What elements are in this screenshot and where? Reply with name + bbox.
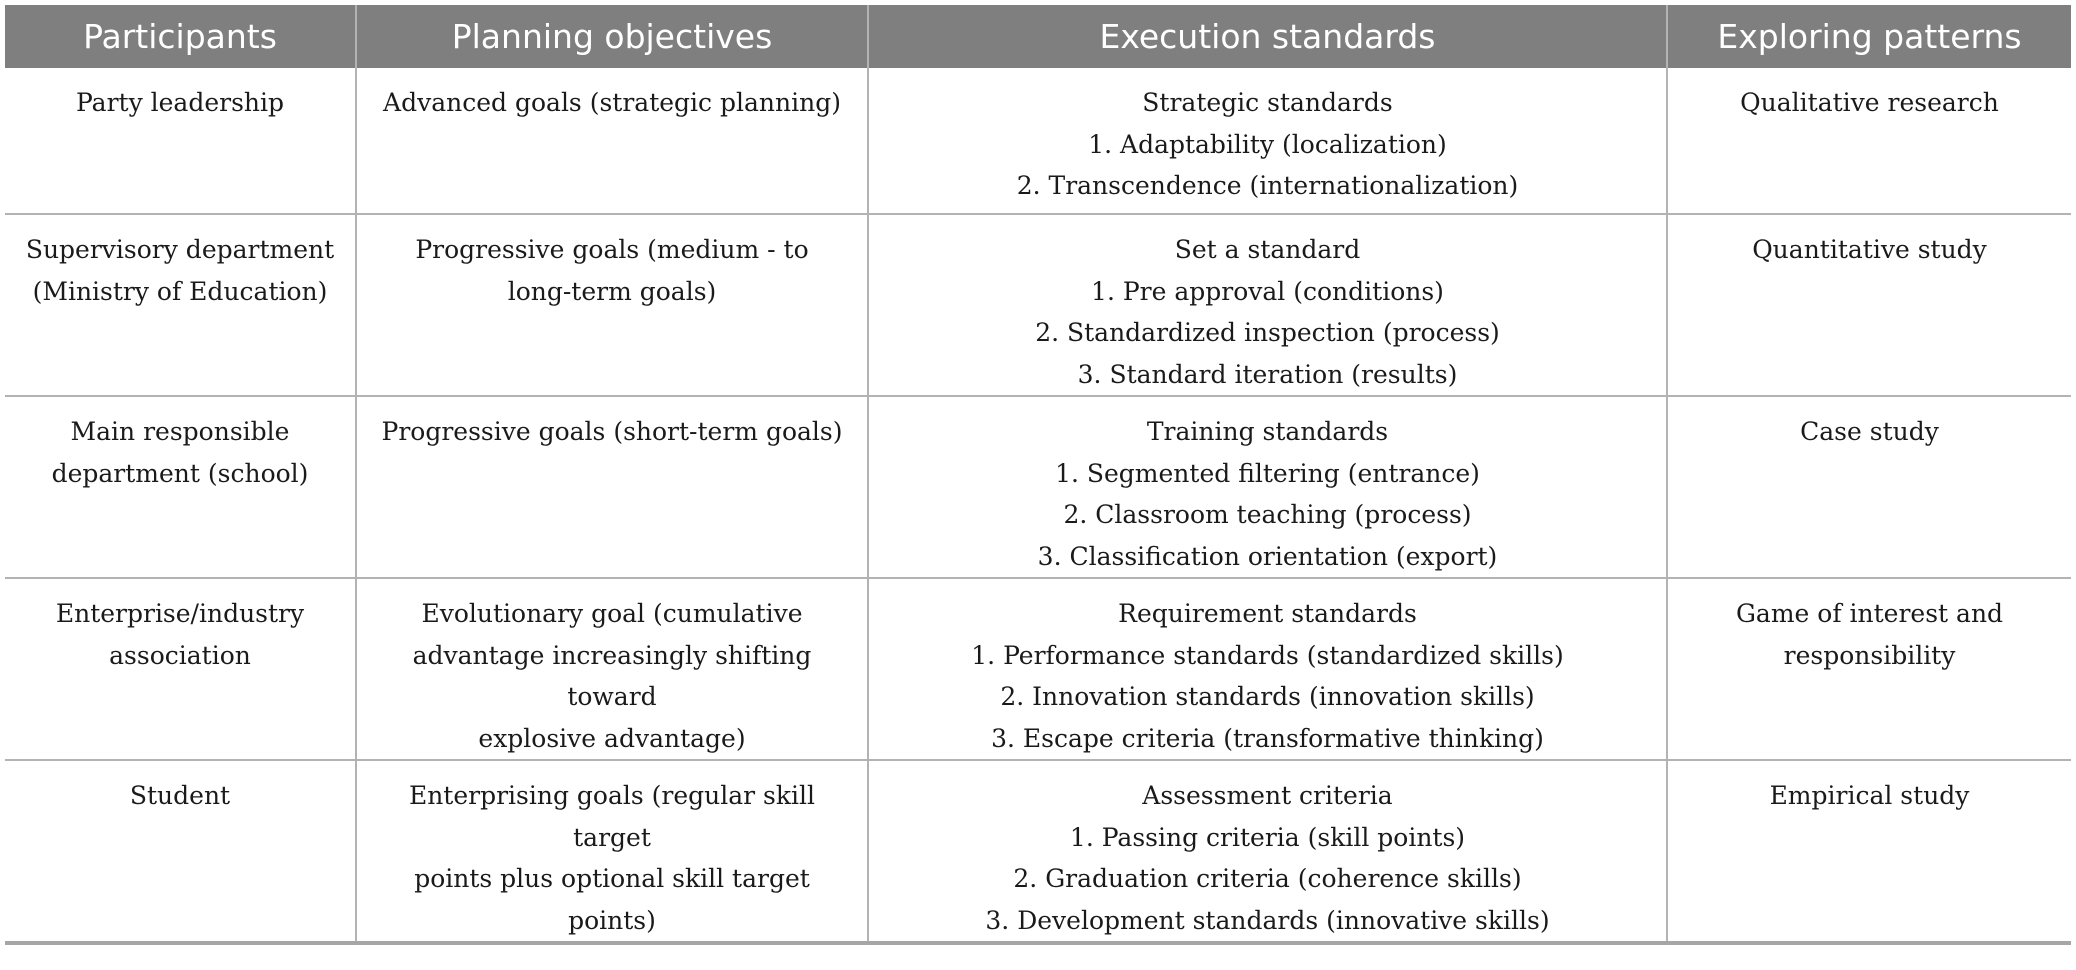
cell-exploring-patterns — [1667, 396, 2071, 578]
cell-text-line: Training standards — [1146, 417, 1389, 446]
cell-text-line: Progressive goals (medium - to — [415, 235, 809, 264]
table-row — [5, 68, 2071, 214]
cell-text-line: 1. Segmented filtering (entrance) — [1055, 458, 1480, 488]
cell-text-line: 2. Transcendence (internationalization) — [1016, 171, 1519, 200]
cell-text-line: Empirical study — [1769, 781, 1970, 810]
cell-text-line: 1. Adaptability (localization) — [1088, 129, 1447, 159]
cell-participants — [5, 214, 356, 396]
header-execution-standards: Execution standards — [868, 5, 1667, 68]
cell-text-line: Party leadership — [75, 88, 285, 117]
cell-text-line: Enterprising goals (regular skill target — [408, 781, 816, 852]
table-row — [5, 578, 2071, 760]
cell-exploring-patterns — [1667, 214, 2071, 396]
cell-text-line: 3. Development standards (innovative skills) — [985, 905, 1550, 935]
cell-planning-objectives — [356, 396, 868, 578]
cell-text-line: Set a standard — [1174, 235, 1361, 264]
cell-text-line: department (school) — [51, 458, 309, 488]
cell-exploring-patterns — [1667, 578, 2071, 760]
cell-text-line: Evolutionary goal (cumulative — [421, 599, 803, 628]
cell-participants — [5, 68, 356, 214]
cell-text-line: 3. Standard iteration (results) — [1077, 359, 1458, 389]
cell-execution-standards — [868, 760, 1667, 941]
cell-text-line: 2. Graduation criteria (coherence skills) — [1013, 864, 1522, 893]
cell-text-line: points plus optional skill target points) — [414, 864, 810, 935]
cell-participants — [5, 578, 356, 760]
data-table-container — [5, 5, 2071, 945]
header-row — [5, 5, 2071, 68]
cell-text-line: Supervisory department — [25, 235, 335, 264]
cell-text-line: 1. Passing criteria (skill points) — [1069, 822, 1466, 852]
cell-text-line: 2. Classroom teaching (process) — [1063, 500, 1472, 529]
cell-exploring-patterns — [1667, 760, 2071, 941]
cell-planning-objectives — [356, 214, 868, 396]
cell-text-line: advantage increasingly shifting toward — [412, 640, 812, 711]
header-exploring-patterns: Exploring patterns — [1667, 5, 2071, 68]
table-row — [5, 214, 2071, 396]
cell-text-line: 3. Classification orientation (export) — [1037, 541, 1498, 571]
cell-text-line: association — [109, 640, 251, 670]
cell-text-line: responsibility — [1783, 640, 1956, 670]
cell-text-line: 2. Innovation standards (innovation skills) — [1000, 682, 1535, 711]
cell-text-line: Assessment criteria — [1142, 781, 1393, 810]
cell-planning-objectives — [356, 760, 868, 941]
cell-text-line: Progressive goals (short-term goals) — [381, 417, 843, 446]
cell-text-line: Main responsible — [70, 417, 290, 446]
cell-execution-standards — [868, 396, 1667, 578]
cell-text-line: 1. Performance standards (standardized skills) — [971, 640, 1564, 670]
cell-text-line: Qualitative research — [1740, 88, 1999, 117]
header-participants: Participants — [5, 5, 356, 68]
cell-text-line: Game of interest and — [1735, 599, 2004, 628]
cell-text-line: Requirement standards — [1118, 599, 1417, 628]
cell-planning-objectives — [356, 68, 868, 214]
cell-execution-standards — [868, 214, 1667, 396]
cell-text-line: Advanced goals (strategic planning) — [383, 88, 841, 117]
cell-execution-standards — [868, 578, 1667, 760]
cell-text-line: 3. Escape criteria (transformative thinking) — [991, 723, 1544, 753]
cell-text-line: (Ministry of Education) — [32, 276, 328, 306]
table-row — [5, 760, 2071, 941]
cell-text-line: explosive advantage) — [478, 723, 746, 753]
table-row — [5, 396, 2071, 578]
cell-planning-objectives — [356, 578, 868, 760]
cell-participants — [5, 396, 356, 578]
cell-execution-standards — [868, 68, 1667, 214]
cell-text-line: long-term goals) — [507, 276, 717, 306]
cell-participants — [5, 760, 356, 941]
table-body — [5, 68, 2071, 941]
cell-text-line: Student — [129, 781, 231, 810]
header-planning-objectives: Planning objectives — [356, 5, 868, 68]
cell-text-line: Strategic standards — [1142, 88, 1393, 117]
data-table — [5, 5, 2071, 941]
cell-text-line: 1. Pre approval (conditions) — [1091, 276, 1444, 306]
cell-text-line: Case study — [1800, 417, 1939, 446]
cell-exploring-patterns — [1667, 68, 2071, 214]
table-header — [5, 5, 2071, 68]
cell-text-line: 2. Standardized inspection (process) — [1035, 318, 1500, 347]
cell-text-line: Enterprise/industry — [55, 599, 305, 628]
cell-text-line: Quantitative study — [1752, 235, 1987, 264]
